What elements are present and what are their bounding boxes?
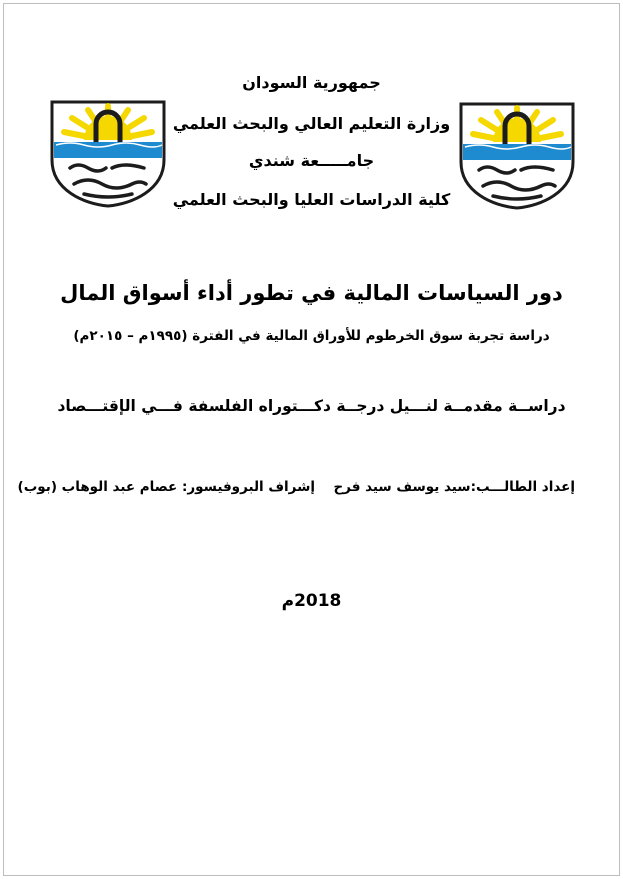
year: 2018م xyxy=(281,591,342,611)
student-name: إعداد الطالـــب:سيد يوسف سيد فرح xyxy=(333,479,575,495)
degree-statement: دراســة مقدمــة لنـــيل درجــة دكـــتوراه الفلسفة فـــي الإقتـــصاد xyxy=(57,397,566,415)
thesis-subtitle: دراسة تجربة سوق الخرطوم للأوراق المالية في الفترة (١٩٩٥م – ٢٠١٥م) xyxy=(73,328,550,344)
college-name: كلية الدراسات العليا والبحث العلمي xyxy=(172,190,451,209)
thesis-title: دور السياسات المالية في تطور أداء أسواق المال xyxy=(60,281,563,305)
ministry-name: وزارة التعليم العالي والبحث العلمي xyxy=(172,114,451,133)
supervisor-name: إشراف البروفيسور: عصام عبد الوهاب (بوب) xyxy=(17,479,315,495)
country-name: جمهورية السودان xyxy=(242,73,381,92)
university-name: جامـــــعة شندي xyxy=(248,151,375,170)
